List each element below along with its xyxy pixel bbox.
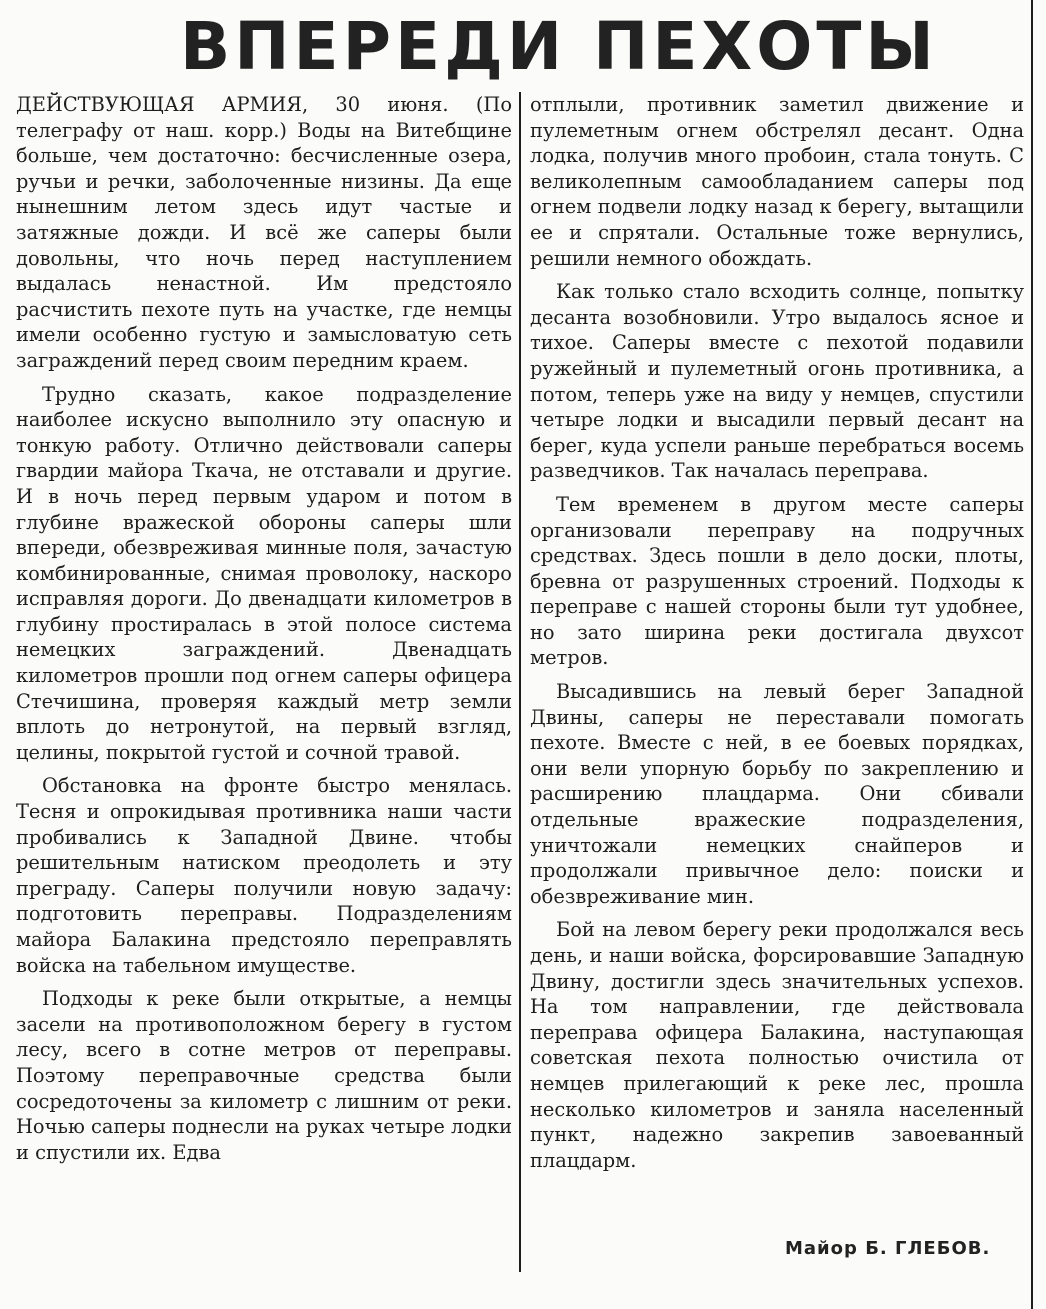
paragraph: Высадившись на левый берег Западной Двины, саперы не переставали помогать пехоте. Вместе с ней, в ее боевых порядках, они вели упорную борьбу по закреплению и расширению плацдарма. Они сбивали отдельные вражеские подразделения, уничтожали немецких снайперов и продолжали привычное дело: поиски и обезвреживание мин. [530, 680, 1024, 908]
paragraph: Обстановка на фронте быстро менялась. Тесня и опрокидывая противника наши части пробивались к Западной Двине. чтобы решительным натиском преодолеть и эту преграду. Саперы получили новую задачу: подготовить переправы. Подразделениям майора Балакина предстояло переправлять войска на табельном имуществе. [16, 774, 512, 977]
page-edge-rule [1031, 0, 1033, 1309]
paragraph: Подходы к реке были открытые, а немцы засели на противоположном берегу в густом лесу, всего в сотне метров от переправы. Поэтому переправочные средства были сосредоточены за километр с лишним от реки. Ночью саперы поднесли на руках четыре лодки и спустили их. Едва [16, 987, 512, 1164]
paragraph: Бой на левом берегу реки продолжался весь день, и наши войска, форсировавшие Западную Двину, достигли здесь значительных успехов. На том направлении, где действовала переправа офицера Балакина, наступающая советская пехота полностью очистила от немцев прилегающий к реке лес, прошла несколько километров и заняла населенный пункт, надежно закрепив завоеванный плацдарм. [530, 918, 1024, 1172]
paragraph: Как только стало всходить солнце, попытку десанта возобновили. Утро выдалось ясное и тихое. Саперы вместе с пехотой подавили ружейный и пулеметный огонь противника, а потом, теперь уже на виду у немцев, спустили четыре лодки и высадили первый десант на берег, куда успели раньше перебраться восемь разведчиков. Так началась переправа. [530, 280, 1024, 483]
paragraph: отплыли, противник заметил движение и пулеметным огнем обстрелял десант. Одна лодка, получив много пробоин, стала тонуть. С великолепным самообладанием саперы под огнем подвели лодку назад к берегу, вытащили ее и спрятали. Остальные тоже вернулись, решили немного обождать. [530, 93, 1024, 270]
article-byline: Майор Б. ГЛЕБОВ. [785, 1238, 991, 1259]
paragraph: Трудно сказать, какое подразделение наиболее искусно выполнило эту опасную и тонкую работу. Отлично действовали саперы гвардии майора Ткача, не отставали и другие. И в ночь перед первым ударом и потом в глубине вражеской обороны саперы шли впереди, обезвреживая минные поля, зачастую комбинированные, снимая проволоку, наскоро исправляя дороги. До двенадцати километров в глубину простиралась в этой полосе система немецких заграждений. Двенадцать километров прошли под огнем саперы офицера Стечишина, проверяя каждый метр земли вплоть до нетронутой, на первый взгляд, целины, покрытой густой и сочной травой. [16, 382, 512, 764]
paragraph: ДЕЙСТВУЮЩАЯ АРМИЯ, 30 июня. (По телеграфу от наш. корр.) Воды на Витебщине больше, чем достаточно: бесчисленные озера, ручьи и речки, заболоченные низины. Да еще нынешним летом здесь идут частые и затяжные дожди. И всё же саперы были довольны, что ночь перед наступлением выдалась ненастной. Им предстояло расчистить пехоте путь на участке, где немцы имели особенно густую и замысловатую сеть заграждений перед своим передним краем. [16, 93, 512, 372]
left-column [16, 92, 512, 1173]
paragraph: Тем временем в другом месте саперы организовали переправу на подручных средствах. Здесь пошли в дело доски, плоты, бревна от разрушенных строений. Подходы к переправе с нашей стороны были тут удобнее, но зато ширина реки достигала двухсот метров. [530, 492, 1024, 670]
article-headline: ВПЕРЕДИ ПЕХОТЫ [180, 8, 938, 85]
right-column [530, 92, 1024, 1181]
column-divider [519, 92, 521, 1272]
